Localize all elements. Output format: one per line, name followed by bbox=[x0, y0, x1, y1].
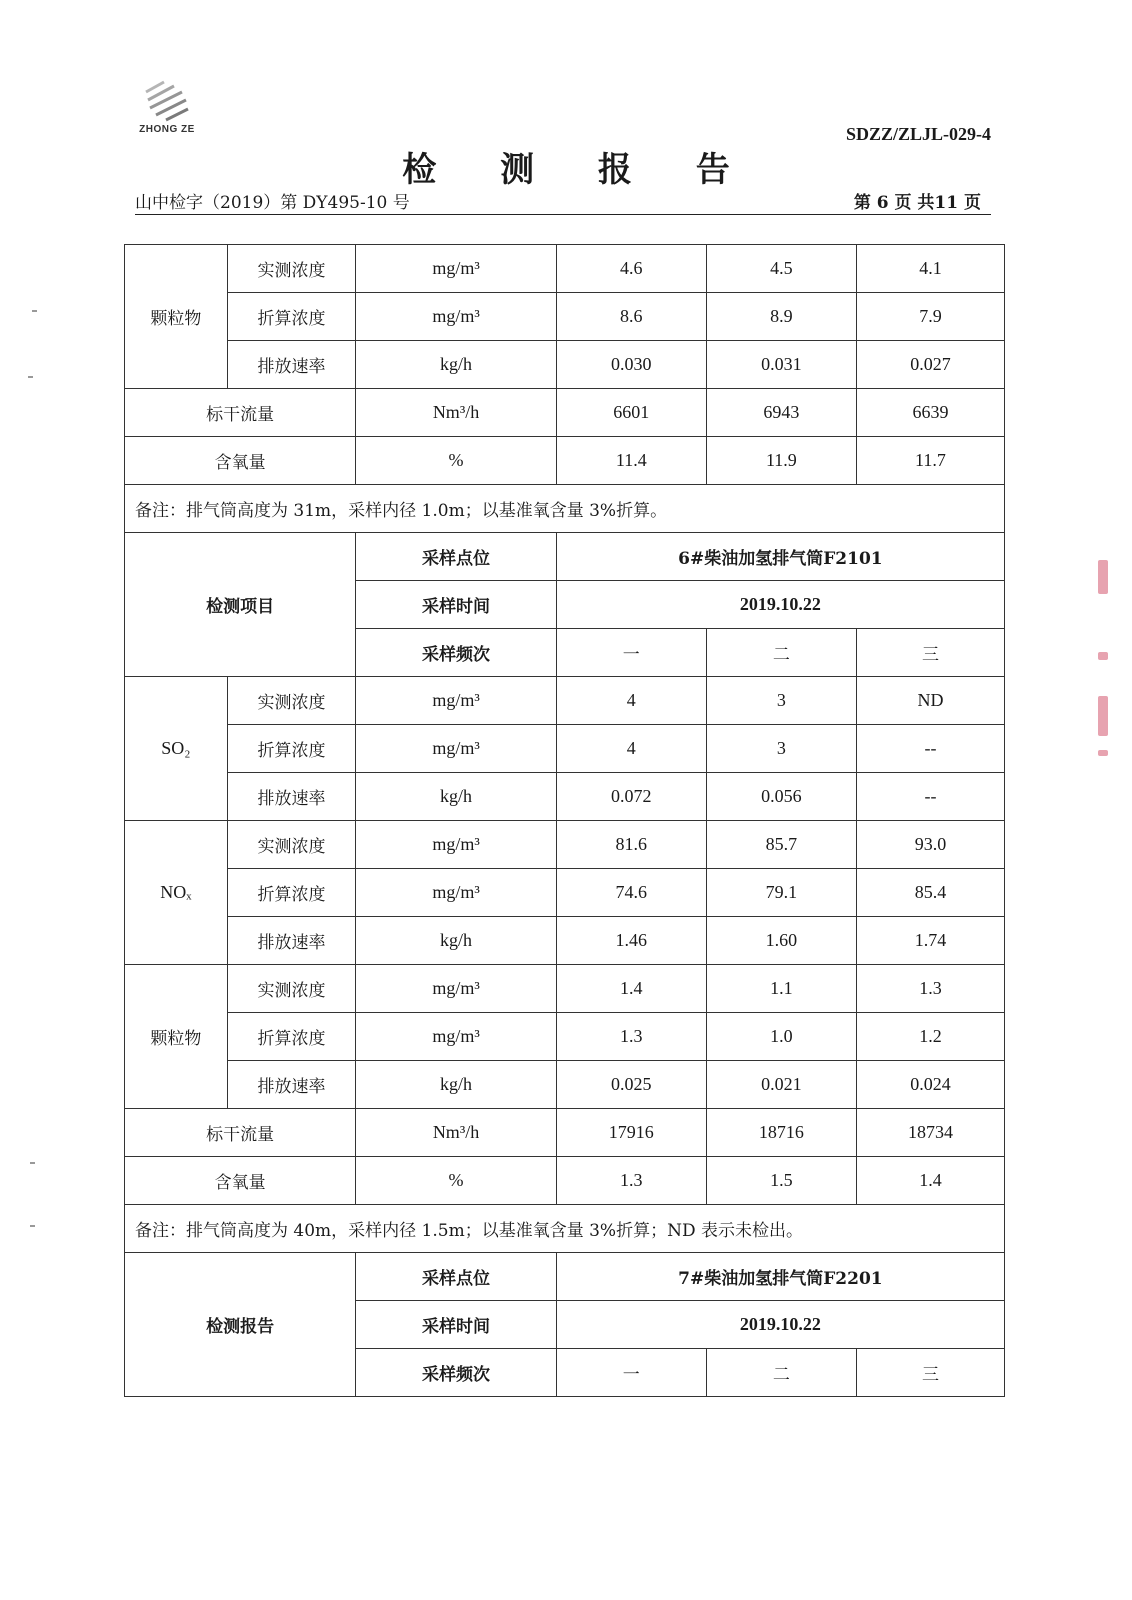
table-cell: 颗粒物 bbox=[125, 965, 228, 1109]
table-row bbox=[125, 533, 1005, 581]
table-cell: 排放速率 bbox=[227, 341, 356, 389]
table-cell: 7.9 bbox=[856, 293, 1004, 341]
table-cell: -- bbox=[856, 773, 1004, 821]
table-cell: SO₂ bbox=[125, 677, 228, 821]
table-row bbox=[125, 1253, 1005, 1301]
table-cell: 6943 bbox=[706, 389, 856, 437]
table-cell: 0.024 bbox=[856, 1061, 1004, 1109]
logo-stripes-icon bbox=[138, 78, 196, 124]
table-cell: 4.5 bbox=[706, 245, 856, 293]
scan-mark bbox=[30, 1162, 35, 1164]
table-cell: 2019.10.22 bbox=[556, 581, 1004, 629]
table-cell: 1.74 bbox=[856, 917, 1004, 965]
table-cell: kg/h bbox=[356, 1061, 556, 1109]
table-row bbox=[125, 773, 1005, 821]
table-cell: 采样点位 bbox=[356, 533, 556, 581]
table-cell: kg/h bbox=[356, 341, 556, 389]
table-row bbox=[125, 293, 1005, 341]
table-cell: 折算浓度 bbox=[227, 869, 356, 917]
table-cell: 7#柴油加氢排气筒F2201 bbox=[556, 1253, 1004, 1301]
logo-text: ZHONG ZE bbox=[139, 124, 195, 135]
table-cell: 0.031 bbox=[706, 341, 856, 389]
table-cell: 1.46 bbox=[556, 917, 706, 965]
table-row bbox=[125, 245, 1005, 293]
table-cell: 6#柴油加氢排气筒F2101 bbox=[556, 533, 1004, 581]
remark-cell: 备注：排气筒高度为 31m，采样内径 1.0m；以基准氧含量 3%折算。 bbox=[125, 485, 1005, 533]
table-row bbox=[125, 389, 1005, 437]
table-cell: % bbox=[356, 1157, 556, 1205]
table-row bbox=[125, 965, 1005, 1013]
table-row bbox=[125, 725, 1005, 773]
report-title: 检 测 报 告 bbox=[402, 150, 756, 190]
table-cell: mg/m³ bbox=[356, 821, 556, 869]
table-cell: 折算浓度 bbox=[227, 293, 356, 341]
table-cell: 11.7 bbox=[856, 437, 1004, 485]
table-cell: mg/m³ bbox=[356, 1013, 556, 1061]
table-cell: mg/m³ bbox=[356, 869, 556, 917]
table-cell: 三 bbox=[856, 1349, 1004, 1397]
table-cell: 检测项目 bbox=[125, 533, 356, 677]
table-cell: 4 bbox=[556, 677, 706, 725]
table-cell: NOₓ bbox=[125, 821, 228, 965]
table-cell: 二 bbox=[706, 629, 856, 677]
table-cell: kg/h bbox=[356, 773, 556, 821]
seam-stamp bbox=[1098, 560, 1114, 770]
table-cell: 采样点位 bbox=[356, 1253, 556, 1301]
table-cell: 1.4 bbox=[856, 1157, 1004, 1205]
table-cell: Nm³/h bbox=[356, 1109, 556, 1157]
table-cell: 4.6 bbox=[556, 245, 706, 293]
table-cell: 含氧量 bbox=[125, 1157, 356, 1205]
table-cell: 排放速率 bbox=[227, 917, 356, 965]
table-row bbox=[125, 869, 1005, 917]
table-row bbox=[125, 917, 1005, 965]
table-cell: 4.1 bbox=[856, 245, 1004, 293]
scan-mark bbox=[30, 1225, 35, 1227]
table-cell: 85.7 bbox=[706, 821, 856, 869]
table-row bbox=[125, 1061, 1005, 1109]
table-cell: 1.3 bbox=[856, 965, 1004, 1013]
table-cell: 85.4 bbox=[856, 869, 1004, 917]
table-cell: 三 bbox=[856, 629, 1004, 677]
table-row bbox=[125, 485, 1005, 533]
remark-cell: 备注：排气筒高度为 40m，采样内径 1.5m；以基准氧含量 3%折算；ND 表示未检出。 bbox=[125, 1205, 1005, 1253]
table-cell: 3 bbox=[706, 677, 856, 725]
table-cell: 8.6 bbox=[556, 293, 706, 341]
table-cell: Nm³/h bbox=[356, 389, 556, 437]
table-cell: 11.4 bbox=[556, 437, 706, 485]
table-cell: 11.9 bbox=[706, 437, 856, 485]
table-cell: 0.021 bbox=[706, 1061, 856, 1109]
table-cell: 2019.10.22 bbox=[556, 1301, 1004, 1349]
scan-mark bbox=[32, 310, 37, 312]
table-cell: 17916 bbox=[556, 1109, 706, 1157]
table-cell: ND bbox=[856, 677, 1004, 725]
scan-mark bbox=[28, 376, 33, 378]
table-row bbox=[125, 1013, 1005, 1061]
table-cell: mg/m³ bbox=[356, 965, 556, 1013]
table-cell: 采样时间 bbox=[356, 581, 556, 629]
table-cell: 标干流量 bbox=[125, 1109, 356, 1157]
table-row bbox=[125, 437, 1005, 485]
table-cell: -- bbox=[856, 725, 1004, 773]
table-cell: 实测浓度 bbox=[227, 677, 356, 725]
table-cell: 0.072 bbox=[556, 773, 706, 821]
table-row bbox=[125, 821, 1005, 869]
table-cell: 实测浓度 bbox=[227, 965, 356, 1013]
table-cell: 1.4 bbox=[556, 965, 706, 1013]
page-info: 第 6 页 共11 页 bbox=[853, 193, 981, 213]
table-cell: 74.6 bbox=[556, 869, 706, 917]
table-cell: 79.1 bbox=[706, 869, 856, 917]
table-cell: 1.1 bbox=[706, 965, 856, 1013]
table-cell: 标干流量 bbox=[125, 389, 356, 437]
table-cell: kg/h bbox=[356, 917, 556, 965]
table-row bbox=[125, 341, 1005, 389]
table-cell: 0.025 bbox=[556, 1061, 706, 1109]
table-cell: 实测浓度 bbox=[227, 821, 356, 869]
table-cell: 颗粒物 bbox=[125, 245, 228, 389]
table-row bbox=[125, 1205, 1005, 1253]
table-cell: 一 bbox=[556, 629, 706, 677]
emission-test-table bbox=[124, 244, 1005, 1397]
table-cell: 4 bbox=[556, 725, 706, 773]
report-header-row bbox=[135, 188, 991, 215]
table-cell: 0.030 bbox=[556, 341, 706, 389]
company-logo bbox=[132, 78, 202, 140]
table-cell: 检测报告 bbox=[125, 1253, 356, 1397]
table-row bbox=[125, 1157, 1005, 1205]
table-cell: 折算浓度 bbox=[227, 725, 356, 773]
table-cell: mg/m³ bbox=[356, 293, 556, 341]
table-cell: 1.0 bbox=[706, 1013, 856, 1061]
table-cell: 6639 bbox=[856, 389, 1004, 437]
table-row bbox=[125, 1109, 1005, 1157]
table-cell: 实测浓度 bbox=[227, 245, 356, 293]
table-row bbox=[125, 677, 1005, 725]
table-cell: 0.027 bbox=[856, 341, 1004, 389]
table-cell: 二 bbox=[706, 1349, 856, 1397]
table-cell: 81.6 bbox=[556, 821, 706, 869]
table-cell: 采样频次 bbox=[356, 629, 556, 677]
table-cell: 1.3 bbox=[556, 1157, 706, 1205]
table-cell: 含氧量 bbox=[125, 437, 356, 485]
table-cell: 1.3 bbox=[556, 1013, 706, 1061]
table-cell: 0.056 bbox=[706, 773, 856, 821]
table-cell: 1.5 bbox=[706, 1157, 856, 1205]
table-cell: 采样频次 bbox=[356, 1349, 556, 1397]
table-cell: 18734 bbox=[856, 1109, 1004, 1157]
table-cell: 一 bbox=[556, 1349, 706, 1397]
document-code: SDZZ/ZLJL-029-4 bbox=[845, 124, 991, 144]
report-number: 山中检字（2019）第 DY495-10 号 bbox=[135, 193, 410, 213]
table-cell: 折算浓度 bbox=[227, 1013, 356, 1061]
table-cell: 8.9 bbox=[706, 293, 856, 341]
table-cell: mg/m³ bbox=[356, 245, 556, 293]
table-cell: 排放速率 bbox=[227, 773, 356, 821]
table-cell: 采样时间 bbox=[356, 1301, 556, 1349]
table-cell: 3 bbox=[706, 725, 856, 773]
table-cell: 排放速率 bbox=[227, 1061, 356, 1109]
table-cell: 18716 bbox=[706, 1109, 856, 1157]
table-body bbox=[125, 245, 1005, 1397]
table-cell: 93.0 bbox=[856, 821, 1004, 869]
table-cell: mg/m³ bbox=[356, 677, 556, 725]
table-cell: 6601 bbox=[556, 389, 706, 437]
table-cell: % bbox=[356, 437, 556, 485]
table-cell: 1.2 bbox=[856, 1013, 1004, 1061]
table-cell: 1.60 bbox=[706, 917, 856, 965]
table-cell: mg/m³ bbox=[356, 725, 556, 773]
